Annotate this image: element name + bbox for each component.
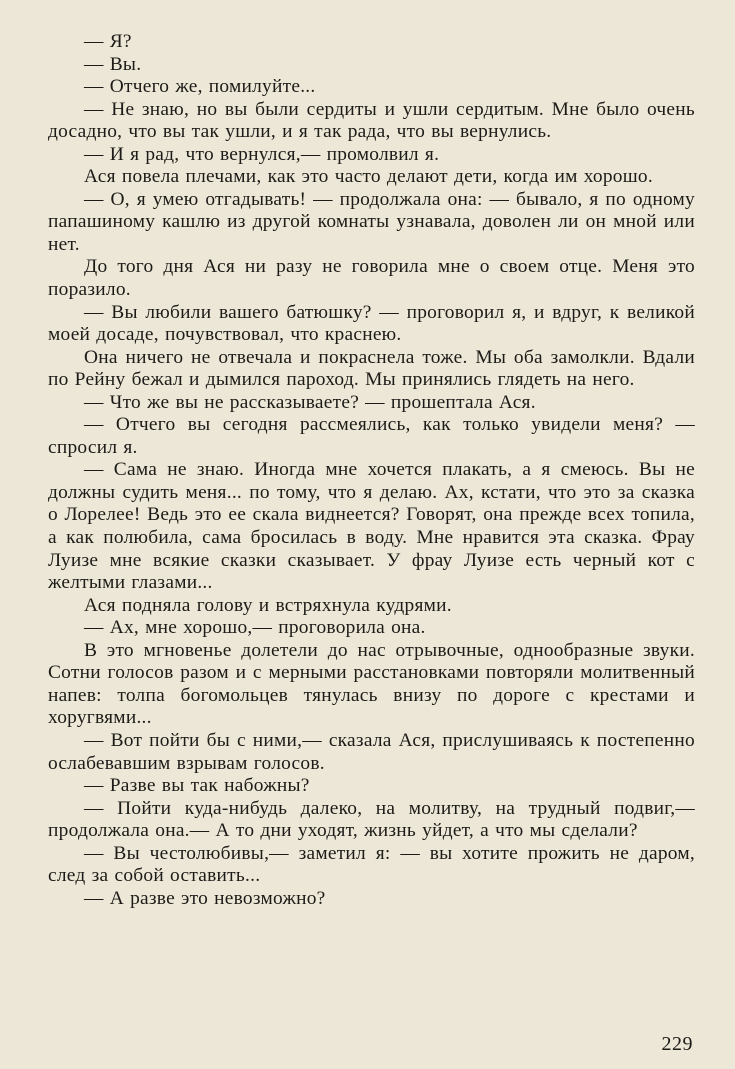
paragraph: — Вы честолюбивы,— заметил я: — вы хотите прожить не даром, след за собой оставить... — [48, 842, 695, 887]
paragraph: — Я? — [84, 31, 132, 52]
paragraph: Ася повела плечами, как это часто делают дети, когда им хорошо. — [84, 166, 653, 188]
paragraph: — Разве вы так набожны? — [84, 775, 310, 797]
paragraph: — Отчего же, помилуйте... — [84, 76, 316, 98]
page-number: 229 — [661, 1033, 693, 1055]
paragraph: — Вы любили вашего батюшку? — проговорил я, и вдруг, к великой моей досаде, почувствовал, что краснею. — [48, 301, 695, 346]
paragraph: — Ах, мне хорошо,— проговорила она. — [84, 617, 426, 639]
paragraph: — Не знаю, но вы были сердиты и ушли сердитым. Мне было очень досадно, что вы так ушли, и я так рада, что вы вернулись. — [48, 98, 695, 143]
paragraph: До того дня Ася ни разу не говорила мне о своем отце. Меня это поразило. — [48, 256, 695, 301]
paragraph: Ася подняла голову и встряхнула кудрями. — [84, 594, 452, 616]
paragraph: — И я рад, что вернулся,— промолвил я. — [84, 143, 440, 165]
paragraph: Она ничего не отвечала и покраснела тоже. Мы оба замолкли. Вдали по Рейну бежал и дымился пароход. Мы принялись глядеть на него. — [48, 346, 695, 391]
paragraph: — Что же вы не рассказываете? — прошептала Ася. — [84, 391, 536, 413]
paragraph: — А разве это невозможно? — [84, 887, 326, 909]
paragraph: — Отчего вы сегодня рассмеялись, как только увидели меня? — спросил я. — [48, 414, 695, 458]
page-text — [48, 31, 695, 910]
paragraph: — О, я умею отгадывать! — продолжала она: — бывало, я по одному папашиному кашлю из другой комнаты узнавала, доволен ли он мной или нет. — [48, 188, 695, 255]
paragraph: — Сама не знаю. Иногда мне хочется плакать, а я смеюсь. Вы не должны судить меня... по тому, что я делаю. Ах, кстати, что это за сказка о Лорелее! Ведь это ее скала виднеется? Говорят, она прежде всех топила, а как полюбила, сама бросилась в воду. Мне нравится эта сказка. Фрау Луизе мне всякие сказки сказывает. У фрау Луизе есть черный кот с желтыми глазами... — [48, 459, 695, 594]
paragraph: — Пойти куда-нибудь далеко, на молитву, на трудный подвиг,— продолжала она.— А то дни уходят, жизнь уйдет, а что мы сделали? — [48, 797, 695, 842]
paragraph: — Вы. — [84, 53, 142, 75]
paragraph: — Вот пойти бы с ними,— сказала Ася, прислушиваясь к постепенно ослабевавшим взрывам голосов. — [48, 729, 695, 774]
paragraph: В это мгновенье долетели до нас отрывочные, однообразные звуки. Сотни голосов разом и с мерными расстановками повторяли молитвенный напев: толпа богомольцев тянулась внизу по дороге с крестами и хоругвями... — [48, 639, 695, 729]
